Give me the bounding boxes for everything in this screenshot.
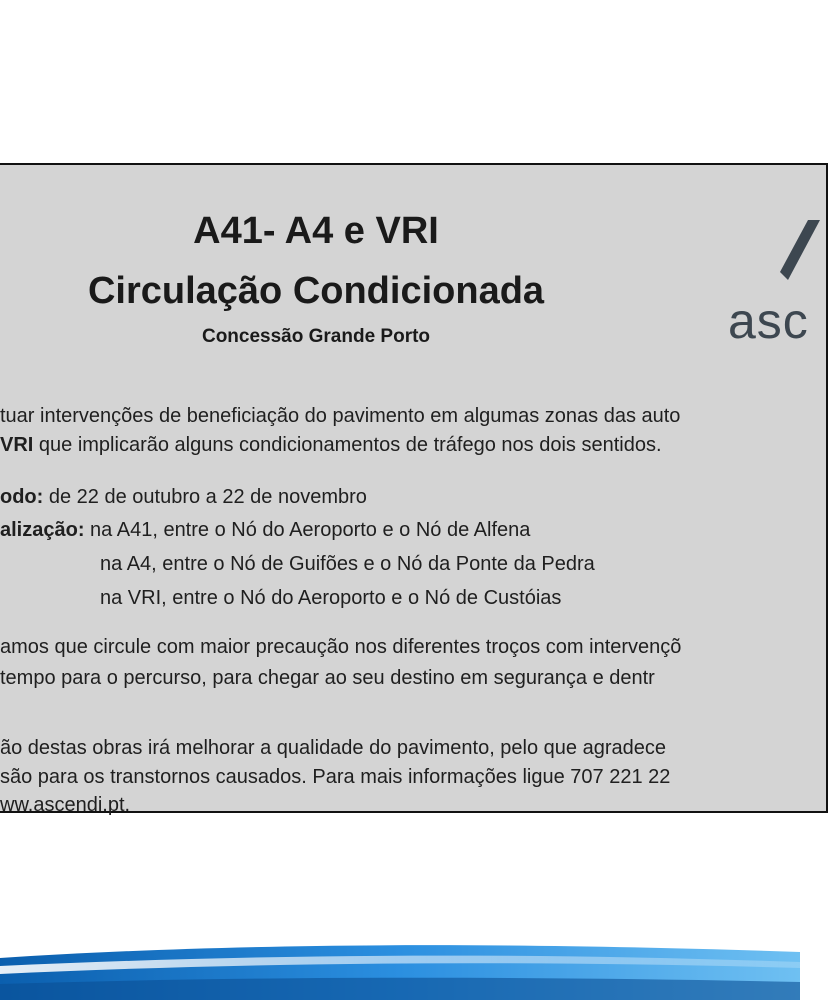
ascendi-logo-icon bbox=[780, 220, 840, 280]
title-line-2: Circulação Condicionada bbox=[87, 270, 545, 312]
footer-wave bbox=[0, 940, 800, 1000]
intro-rest: que implicarão alguns condicionamentos de tráfego nos dois sentidos. bbox=[33, 434, 662, 456]
period-line bbox=[0, 486, 367, 509]
advice-line-1: amos que circule com maior precaução nos diferentes troços com intervençõ bbox=[0, 636, 682, 658]
closing-line-3: ww.ascendi.pt. bbox=[0, 794, 131, 816]
closing-line-2: são para os transtornos causados. Para mais informações ligue 707 221 22 bbox=[0, 766, 671, 788]
ascendi-logo bbox=[728, 220, 838, 349]
location-label: alização: bbox=[0, 519, 85, 541]
intro-line-1: tuar intervenções de beneficiação do pavimento em algumas zonas das auto bbox=[0, 405, 681, 427]
title-line-1: A41- A4 e VRI bbox=[193, 210, 439, 252]
logo-text: asc bbox=[728, 293, 809, 349]
intro-bold: VRI bbox=[0, 434, 34, 456]
advice-line-2: tempo para o percurso, para chegar ao seu destino em segurança e dentr bbox=[0, 667, 655, 689]
subtitle: Concessão Grande Porto bbox=[201, 326, 431, 347]
period-label: odo: bbox=[0, 486, 44, 508]
location-line-2: na A4, entre o Nó de Guifões e o Nó da Ponte da Pedra bbox=[100, 553, 595, 575]
intro-line-2 bbox=[0, 434, 662, 457]
period-value: de 22 de outubro a 22 de novembro bbox=[43, 486, 367, 508]
notice-panel bbox=[0, 163, 828, 816]
closing-line-1: ão destas obras irá melhorar a qualidade do pavimento, pelo que agradece bbox=[0, 737, 666, 759]
location-line-1 bbox=[0, 519, 530, 542]
location-1: na A41, entre o Nó do Aeroporto e o Nó de Alfena bbox=[84, 519, 531, 541]
location-line-3: na VRI, entre o Nó do Aeroporto e o Nó de Custóias bbox=[100, 587, 562, 609]
